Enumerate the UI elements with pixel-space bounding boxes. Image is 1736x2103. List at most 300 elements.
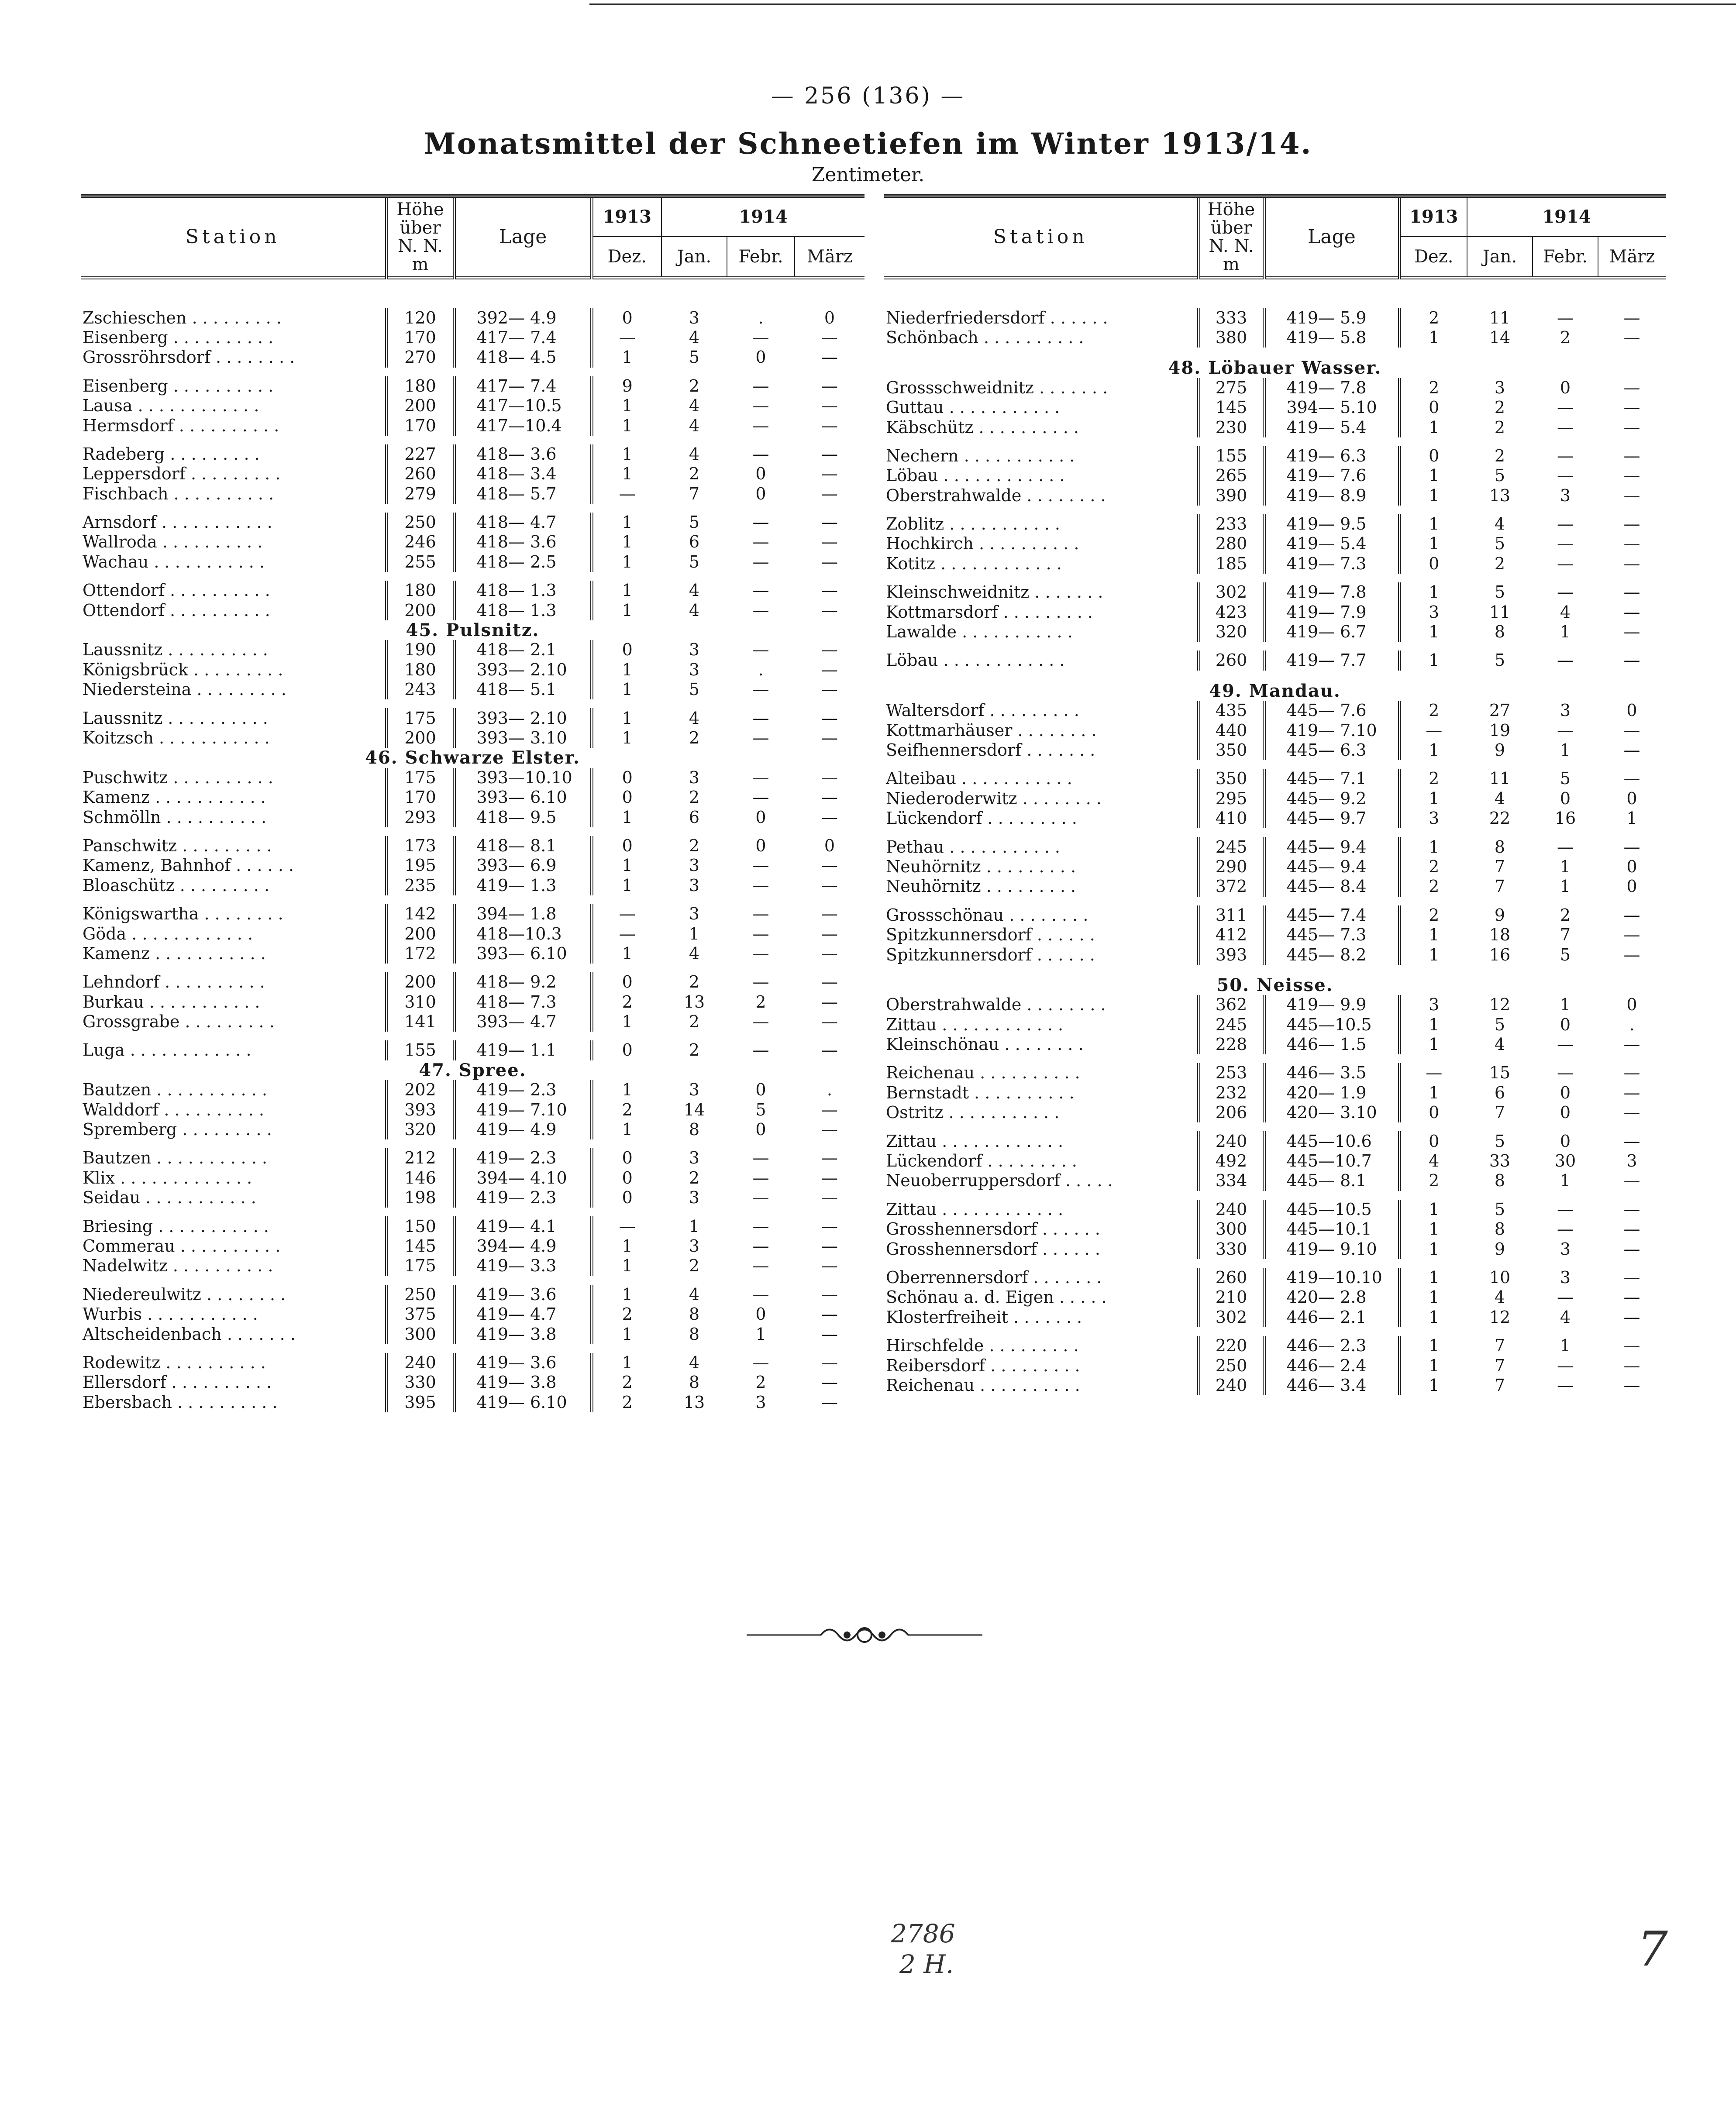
station-name: Luga . . . . . . . . . . . .	[83, 1040, 251, 1060]
dez-value: 3	[1399, 809, 1467, 828]
table-row	[81, 1216, 865, 1236]
dez-value: 1	[592, 807, 661, 827]
station-name: Briesing . . . . . . . . . . .	[83, 1216, 269, 1236]
elevation-cell: 220	[1199, 1336, 1264, 1356]
table-row	[884, 1336, 1666, 1356]
location-cell: 446— 3.4	[1264, 1376, 1399, 1395]
elevation-cell: 145	[1199, 398, 1264, 417]
station-name: Grossgrabe . . . . . . . . .	[83, 1012, 275, 1032]
maerz-value: —	[821, 992, 838, 1012]
dez-value: 1	[592, 680, 661, 699]
table-row	[81, 348, 865, 367]
dez-value: 0	[1399, 398, 1467, 417]
station-name: Hochkirch . . . . . . . . . .	[886, 534, 1079, 554]
location-cell: 445—10.5	[1264, 1015, 1399, 1035]
maerz-value: —	[1623, 1219, 1640, 1239]
table-row	[81, 552, 865, 572]
dez-value: 1	[1399, 1015, 1467, 1035]
table-row	[884, 514, 1666, 534]
dez-value: 1	[592, 1353, 661, 1373]
table-row	[81, 856, 865, 875]
jan-value: 6	[1494, 1083, 1505, 1102]
jan-value: 5	[1494, 534, 1505, 554]
location-cell: 418— 4.7	[454, 513, 592, 532]
jan-value: 5	[689, 348, 700, 367]
table-row	[884, 995, 1666, 1015]
maerz-value: —	[1623, 720, 1640, 740]
station-name: Kottmarhäuser . . . . . . . .	[886, 720, 1097, 740]
table-row	[884, 740, 1666, 760]
section-heading-row	[884, 358, 1666, 378]
elevation-cell: 253	[1199, 1063, 1264, 1083]
location-cell: 445— 7.6	[1264, 701, 1399, 720]
group-gap	[884, 506, 1666, 514]
jan-value: 2	[689, 464, 700, 484]
maerz-value: —	[1623, 327, 1640, 347]
maerz-value: —	[821, 807, 838, 827]
table-row	[81, 1120, 865, 1139]
station-name: Laussnitz . . . . . . . . . .	[83, 640, 268, 660]
febr-value: 1	[1560, 1171, 1571, 1191]
elevation-cell: 423	[1199, 602, 1264, 622]
elevation-cell: 255	[386, 552, 454, 572]
jan-value: 12	[1489, 1307, 1511, 1327]
table-row	[884, 1063, 1666, 1083]
elevation-cell: 350	[1199, 740, 1264, 760]
station-name: Ostritz . . . . . . . . . . .	[886, 1103, 1060, 1122]
jan-value: 4	[689, 581, 700, 600]
table-row	[81, 396, 865, 416]
febr-value: 1	[1560, 1336, 1571, 1356]
location-cell: 419— 7.7	[1264, 651, 1399, 670]
febr-value: —	[1557, 398, 1574, 417]
elevation-cell: 240	[1199, 1376, 1264, 1395]
station-name: Rodewitz . . . . . . . . . .	[83, 1353, 266, 1372]
location-cell: 446— 1.5	[1264, 1035, 1399, 1054]
location-cell: 417—10.4	[454, 416, 592, 435]
maerz-value: —	[821, 708, 838, 728]
jan-value: 8	[689, 1304, 700, 1324]
station-name: Bernstadt . . . . . . . . . .	[886, 1083, 1075, 1102]
jan-value: 2	[1494, 446, 1505, 465]
header-station: Station	[81, 196, 386, 278]
location-cell: 445—10.6	[1264, 1131, 1399, 1151]
station-name: Niedersteina . . . . . . . . .	[83, 680, 286, 699]
febr-value: 5	[755, 1100, 766, 1119]
table-row	[884, 837, 1666, 857]
dez-value: 9	[592, 376, 661, 396]
table-row	[884, 1200, 1666, 1219]
station-name: Oberrennersdorf . . . . . . .	[886, 1267, 1102, 1287]
group-gap	[81, 699, 865, 708]
page-title: Monatsmittel der Schneetiefen im Winter 1913/14.	[424, 127, 1312, 161]
febr-value: —	[752, 327, 769, 347]
elevation-cell: 320	[1199, 622, 1264, 642]
febr-value: 1	[1560, 857, 1571, 876]
station-name: Altscheidenbach . . . . . . .	[83, 1324, 296, 1344]
table-row	[81, 1236, 865, 1256]
table-row	[884, 1308, 1666, 1327]
jan-value: 22	[1489, 809, 1511, 828]
location-cell: 445— 8.4	[1264, 877, 1399, 896]
jan-value: 4	[1494, 788, 1505, 808]
station-name: Niederfriedersdorf . . . . . .	[886, 308, 1108, 327]
location-cell: 417— 7.4	[454, 328, 592, 348]
jan-value: 4	[689, 600, 700, 620]
jan-value: 2	[689, 376, 700, 396]
jan-value: 3	[689, 768, 700, 787]
elevation-cell: 210	[1199, 1287, 1264, 1307]
elevation-cell: 202	[386, 1080, 454, 1100]
station-name: Guttau . . . . . . . . . . .	[886, 398, 1060, 417]
jan-value: 3	[689, 640, 700, 660]
dez-value: 1	[1399, 1308, 1467, 1327]
maerz-value: —	[821, 660, 838, 679]
maerz-value: —	[821, 788, 838, 807]
febr-value: 2	[1560, 905, 1571, 925]
jan-value: 4	[689, 943, 700, 963]
elevation-cell: 412	[1199, 925, 1264, 945]
table-row	[81, 416, 865, 435]
location-cell: 418— 2.5	[454, 552, 592, 572]
febr-value: 3	[755, 1392, 766, 1412]
location-cell: 393— 4.7	[454, 1012, 592, 1032]
header-febr: Febr.	[1533, 237, 1598, 278]
section-heading: 50. Neisse.	[1216, 975, 1333, 995]
jan-value: 3	[689, 308, 700, 327]
maerz-value: —	[1623, 602, 1640, 622]
jan-value: 3	[689, 1080, 700, 1100]
maerz-value: 3	[1626, 1151, 1637, 1171]
febr-value: —	[1557, 308, 1574, 327]
group-gap	[81, 827, 865, 836]
elevation-cell: 246	[386, 532, 454, 552]
location-cell: 393— 2.10	[454, 708, 592, 728]
section-heading-row	[884, 681, 1666, 701]
maerz-value: —	[821, 444, 838, 464]
elevation-cell: 200	[386, 600, 454, 620]
febr-value: 30	[1554, 1151, 1576, 1171]
table-row	[81, 1012, 865, 1032]
location-cell: 420— 3.10	[1264, 1103, 1399, 1122]
station-name: Niedereulwitz . . . . . . . .	[83, 1284, 286, 1304]
group-gap	[81, 1032, 865, 1040]
group-gap	[884, 574, 1666, 582]
station-name: Ottendorf . . . . . . . . . .	[83, 600, 270, 620]
location-cell: 445— 7.1	[1264, 769, 1399, 788]
febr-value: —	[752, 972, 769, 992]
table-row	[81, 1324, 865, 1344]
table-row	[81, 1168, 865, 1188]
dez-value: 2	[1399, 877, 1467, 896]
maerz-value: —	[821, 1256, 838, 1276]
station-name: Wallroda . . . . . . . . . .	[83, 532, 263, 552]
table-row	[81, 660, 865, 680]
maerz-value: —	[821, 1188, 838, 1208]
station-name: Panschwitz . . . . . . . . .	[83, 836, 272, 855]
station-name: Leppersdorf . . . . . . . . .	[83, 464, 281, 484]
dez-value: 2	[1399, 701, 1467, 720]
dez-value: 2	[1399, 378, 1467, 398]
station-name: Spitzkunnersdorf . . . . . .	[886, 925, 1095, 945]
station-name: Wurbis . . . . . . . . . . .	[83, 1304, 258, 1324]
dez-value: 0	[592, 972, 661, 992]
station-name: Neuhörnitz . . . . . . . . .	[886, 877, 1076, 896]
dez-value: 1	[592, 416, 661, 435]
elevation-cell: 250	[386, 1285, 454, 1304]
maerz-value: —	[821, 1148, 838, 1168]
febr-value: 2	[755, 1373, 766, 1392]
febr-value: 1	[1560, 740, 1571, 760]
febr-value: —	[752, 1188, 769, 1208]
station-name: Schönbach . . . . . . . . . .	[886, 327, 1084, 347]
section-heading-row	[884, 975, 1666, 995]
station-name: Kamenz, Bahnhof . . . . . .	[83, 856, 294, 875]
location-cell: 445— 9.7	[1264, 809, 1399, 828]
febr-value: 0	[755, 1080, 766, 1100]
elevation-cell: 232	[1199, 1083, 1264, 1103]
jan-value: 11	[1489, 769, 1511, 788]
elevation-cell: 175	[386, 768, 454, 788]
snow-table-left	[81, 194, 865, 1412]
dez-value: 1	[592, 600, 661, 620]
station-name: Pethau . . . . . . . . . . .	[886, 837, 1060, 857]
group-gap	[81, 436, 865, 444]
elevation-cell: 440	[1199, 720, 1264, 740]
station-name: Oberstrahwalde . . . . . . . .	[886, 485, 1106, 505]
location-cell: 419— 3.8	[454, 1324, 592, 1344]
section-heading-row	[81, 1060, 865, 1080]
station-name: Lückendorf . . . . . . . . .	[886, 1151, 1077, 1171]
elevation-cell: 279	[386, 484, 454, 504]
dez-value: 1	[592, 944, 661, 964]
dez-value: 1	[592, 660, 661, 680]
station-name: Eisenberg . . . . . . . . . .	[83, 376, 274, 396]
dez-value: 0	[592, 836, 661, 856]
table-row	[81, 376, 865, 396]
elevation-cell: 145	[386, 1236, 454, 1256]
station-name: Laussnitz . . . . . . . . . .	[83, 708, 268, 728]
febr-value: —	[752, 708, 769, 728]
table-row	[81, 680, 865, 699]
dez-value: 0	[592, 1040, 661, 1060]
elevation-cell: 146	[386, 1168, 454, 1188]
dez-value: 2	[1399, 308, 1467, 327]
maerz-value: —	[821, 1012, 838, 1032]
section-heading: 49. Mandau.	[1209, 681, 1341, 701]
location-cell: 419— 5.8	[1264, 328, 1399, 348]
header-dez: Dez.	[1399, 237, 1467, 278]
elevation-cell: 245	[1199, 837, 1264, 857]
jan-value: 14	[683, 1100, 705, 1119]
jan-value: 2	[689, 972, 700, 992]
station-name: Zittau . . . . . . . . . . . .	[886, 1131, 1064, 1151]
dez-value: —	[1399, 720, 1467, 740]
location-cell: 419— 1.1	[454, 1040, 592, 1060]
dez-value: 1	[592, 1236, 661, 1256]
header-febr: Febr.	[727, 237, 795, 278]
location-cell: 420— 1.9	[1264, 1083, 1399, 1103]
jan-value: 7	[1494, 877, 1505, 896]
elevation-cell: 200	[386, 924, 454, 943]
location-cell: 418— 1.3	[454, 581, 592, 600]
station-name: Nadelwitz . . . . . . . . . .	[83, 1256, 273, 1276]
table-row	[884, 582, 1666, 602]
elevation-cell: 320	[386, 1120, 454, 1139]
maerz-value: —	[1623, 1063, 1640, 1083]
location-cell: 445—10.7	[1264, 1151, 1399, 1171]
maerz-value: —	[821, 376, 838, 396]
elevation-cell: 212	[386, 1148, 454, 1168]
jan-value: 11	[1489, 308, 1511, 327]
dez-value: 1	[592, 1080, 661, 1100]
ornament-divider	[742, 1620, 987, 1650]
maerz-value: —	[1623, 514, 1640, 534]
elevation-cell: 180	[386, 581, 454, 600]
febr-value: —	[752, 581, 769, 600]
febr-value: 4	[1560, 1307, 1571, 1327]
header-station: Station	[884, 196, 1199, 278]
location-cell: 418— 1.3	[454, 600, 592, 620]
febr-value: —	[752, 444, 769, 464]
elevation-cell: 410	[1199, 809, 1264, 828]
elevation-cell: 395	[386, 1393, 454, 1412]
table-row	[884, 308, 1666, 327]
febr-value: .	[758, 308, 764, 327]
maerz-value: —	[1623, 769, 1640, 788]
jan-value: 3	[689, 1148, 700, 1168]
maerz-value: —	[1623, 1171, 1640, 1191]
jan-value: 3	[689, 904, 700, 924]
febr-value: 0	[1560, 1015, 1571, 1034]
jan-value: 13	[1489, 485, 1511, 505]
jan-value: 4	[1494, 514, 1505, 534]
station-name: Grossschweidnitz . . . . . . .	[886, 378, 1108, 397]
elevation-cell: 155	[386, 1040, 454, 1060]
group-gap	[884, 828, 1666, 837]
table-row	[884, 1268, 1666, 1287]
location-cell: 418— 3.4	[454, 464, 592, 484]
station-name: Hirschfelde . . . . . . . . .	[886, 1336, 1079, 1356]
dez-value: 1	[1399, 328, 1467, 348]
table-row	[884, 1239, 1666, 1259]
table-row	[884, 905, 1666, 925]
maerz-value: —	[1623, 905, 1640, 925]
jan-value: 3	[689, 1188, 700, 1208]
elevation-cell: 311	[1199, 905, 1264, 925]
station-name: Lausa . . . . . . . . . . . .	[83, 396, 259, 416]
table-row	[81, 1256, 865, 1276]
febr-value: 5	[1560, 769, 1571, 788]
table-row	[884, 1171, 1666, 1191]
dez-value: 1	[1399, 837, 1467, 857]
jan-value: 3	[689, 660, 700, 679]
elevation-cell: 245	[1199, 1015, 1264, 1035]
dez-value: —	[592, 328, 661, 348]
elevation-cell: 120	[386, 308, 454, 327]
dez-value: 1	[1399, 740, 1467, 760]
maerz-value: —	[1623, 651, 1640, 670]
maerz-value: —	[1623, 1356, 1640, 1375]
elevation-cell: 380	[1199, 328, 1264, 348]
table-row	[884, 809, 1666, 828]
elevation-cell: 393	[1199, 945, 1264, 964]
table-row	[884, 1376, 1666, 1395]
station-name: Löbau . . . . . . . . . . . .	[886, 466, 1065, 485]
elevation-cell: 250	[386, 513, 454, 532]
table-row	[81, 640, 865, 660]
top-rule	[589, 3, 1736, 5]
febr-value: —	[1557, 417, 1574, 437]
maerz-value: —	[1623, 446, 1640, 465]
maerz-value: .	[1629, 1015, 1635, 1034]
station-name: Grosshennersdorf . . . . . .	[886, 1239, 1100, 1259]
dez-value: 1	[1399, 925, 1467, 945]
table-row	[81, 1373, 865, 1392]
dez-value: —	[592, 484, 661, 504]
jan-value: 5	[1494, 466, 1505, 485]
dez-value: 2	[1399, 1171, 1467, 1191]
dez-value: 0	[1399, 1103, 1467, 1122]
table-row	[884, 328, 1666, 348]
dez-value: 1	[592, 1120, 661, 1139]
header-lage: Lage	[454, 196, 592, 278]
elevation-cell: 330	[1199, 1239, 1264, 1259]
maerz-value: —	[1623, 1035, 1640, 1054]
febr-value: —	[752, 396, 769, 416]
elevation-cell: 228	[1199, 1035, 1264, 1054]
jan-value: 1	[689, 924, 700, 943]
location-cell: 417— 7.4	[454, 376, 592, 396]
maerz-value: —	[821, 513, 838, 532]
table-row	[884, 651, 1666, 670]
dez-value: —	[592, 1216, 661, 1236]
maerz-value: —	[821, 552, 838, 571]
dez-value: 4	[1399, 1151, 1467, 1171]
dez-value: 1	[592, 1285, 661, 1304]
febr-value: 0	[1560, 1103, 1571, 1122]
location-cell: 419— 6.7	[1264, 622, 1399, 642]
section-heading: 47. Spree.	[419, 1060, 527, 1081]
station-name: Grosshennersdorf . . . . . .	[886, 1219, 1100, 1239]
jan-value: 6	[689, 532, 700, 552]
jan-value: 2	[1494, 554, 1505, 573]
maerz-value: —	[1623, 398, 1640, 417]
jan-value: 8	[689, 1324, 700, 1344]
febr-value: —	[1557, 534, 1574, 554]
table-row	[884, 486, 1666, 506]
jan-value: 2	[689, 788, 700, 807]
jan-value: 6	[689, 807, 700, 827]
table-row	[81, 1285, 865, 1304]
maerz-value: 0	[1626, 995, 1637, 1015]
jan-value: 18	[1489, 925, 1511, 945]
location-cell: 419— 5.4	[1264, 534, 1399, 554]
elevation-cell: 200	[386, 728, 454, 748]
elevation-cell: 260	[386, 464, 454, 484]
maerz-value: —	[821, 1284, 838, 1304]
station-name: Königsbrück . . . . . . . . .	[83, 660, 283, 679]
febr-value: —	[752, 1216, 769, 1236]
location-cell: 445— 9.4	[1264, 857, 1399, 877]
table-row	[81, 444, 865, 464]
table-row	[81, 581, 865, 600]
location-cell: 393— 2.10	[454, 660, 592, 680]
elevation-cell: 334	[1199, 1171, 1264, 1191]
header-hoehe: Höhe über N. N. m	[1199, 196, 1264, 278]
group-gap	[884, 760, 1666, 769]
group-gap	[81, 895, 865, 904]
